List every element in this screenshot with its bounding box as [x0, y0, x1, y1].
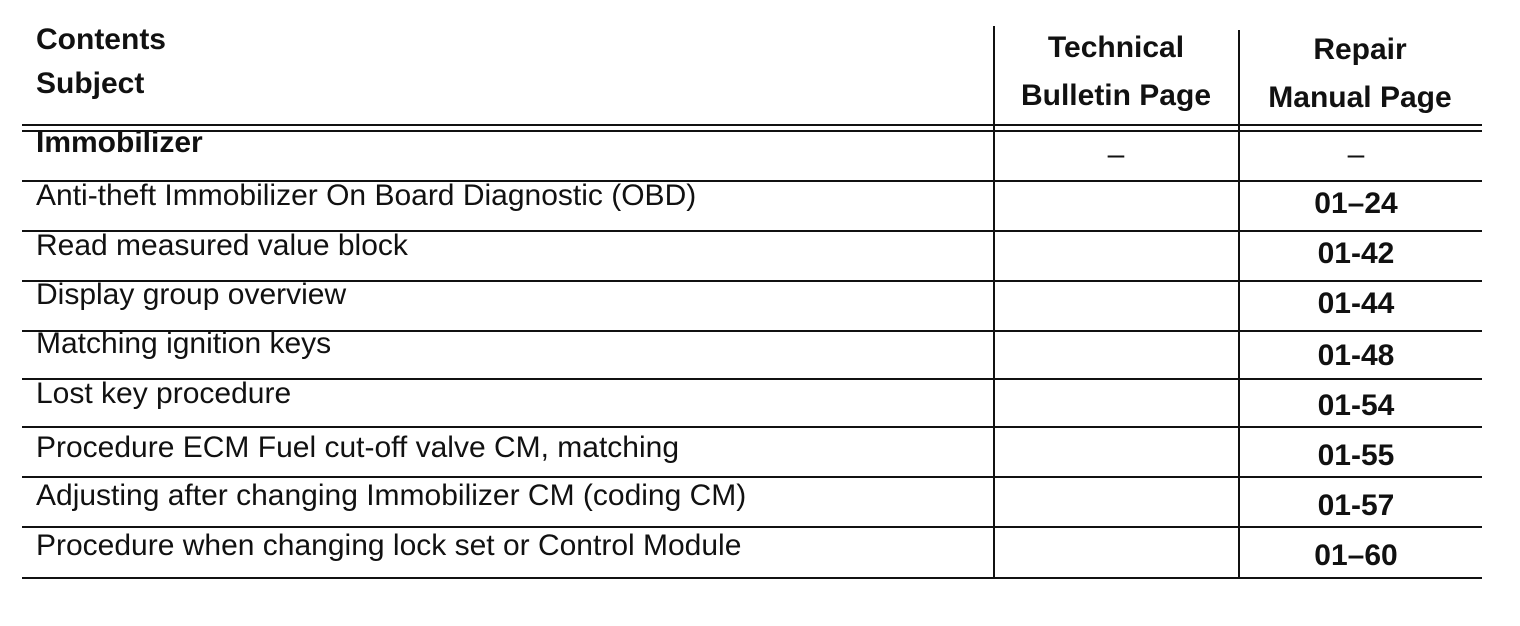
header-rule-bottom: [22, 130, 1482, 132]
table-row-subject: Adjusting after changing Immobilizer CM (coding CM): [36, 479, 747, 512]
table-row-page: 01–60: [1314, 539, 1398, 572]
table-bottom-rule: [22, 577, 1482, 579]
repair-header-line2: Manual Page: [1268, 81, 1452, 114]
table-row-page: 01-54: [1317, 389, 1395, 422]
table-row-tech: –: [1107, 138, 1125, 171]
table-row-page: 01-42: [1317, 237, 1395, 270]
technical-bulletin-column-header: [997, 24, 1235, 120]
table-row-subject: Procedure ECM Fuel cut-off valve CM, matching: [36, 431, 680, 464]
subject-column-header: [36, 18, 166, 106]
table-row-page: 01-44: [1317, 287, 1395, 320]
subject-header-line1: Contents: [36, 23, 166, 56]
table-row-subject: Lost key procedure: [36, 377, 292, 410]
table-row-subject: Display group overview: [36, 278, 347, 311]
table-row-page: 01-57: [1317, 489, 1395, 522]
header-rule-top: [22, 124, 1482, 126]
subject-header-line2: Subject: [36, 67, 145, 100]
table-row-subject: Immobilizer: [36, 126, 203, 159]
tech-header-line2: Bulletin Page: [1020, 79, 1212, 112]
repair-header-line1: Repair: [1313, 33, 1407, 66]
row-rule: [22, 426, 1482, 428]
column-divider-1: [993, 26, 995, 578]
table-row-subject: Procedure when changing lock set or Control Module: [36, 529, 742, 562]
table-row-subject: Read measured value block: [36, 229, 408, 262]
repair-manual-column-header: [1242, 26, 1478, 122]
table-row-subject: Anti-theft Immobilizer On Board Diagnostic (OBD): [36, 179, 697, 212]
table-row-page: 01-48: [1317, 339, 1395, 372]
table-row-page: –: [1347, 138, 1365, 171]
tech-header-line1: Technical: [1047, 31, 1185, 64]
table-row-page: 01-55: [1317, 439, 1395, 472]
table-row-page: 01–24: [1314, 187, 1398, 220]
column-divider-2: [1238, 30, 1240, 578]
table-row-subject: Matching ignition keys: [36, 327, 332, 360]
